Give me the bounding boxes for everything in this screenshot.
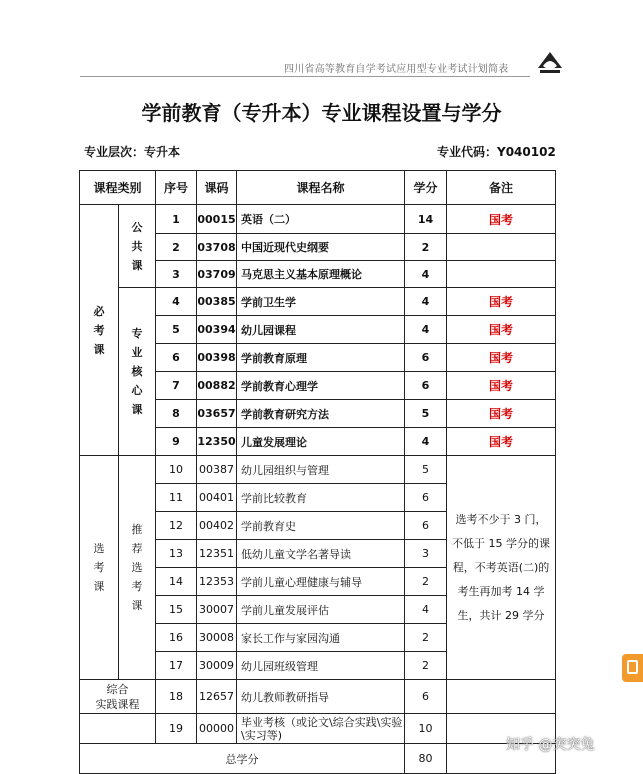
row-name: 学前儿童发展评估	[237, 596, 405, 624]
row-no: 8	[156, 400, 197, 428]
row-name: 学前卫生学	[237, 288, 405, 316]
row-code: 30009	[197, 652, 237, 680]
row-note: 国考	[447, 288, 556, 316]
row-code: 03709	[197, 261, 237, 288]
table-row	[80, 288, 556, 316]
row-name: 家长工作与家园沟通	[237, 624, 405, 652]
table-row	[80, 714, 556, 744]
col-header-code: 课码	[197, 171, 237, 205]
row-credit: 4	[405, 316, 447, 344]
row-code: 30008	[197, 624, 237, 652]
row-note	[447, 680, 556, 714]
row-code: 00402	[197, 512, 237, 540]
row-name: 学前教育研究方法	[237, 400, 405, 428]
row-no: 9	[156, 428, 197, 456]
row-no: 18	[156, 680, 197, 714]
row-no: 16	[156, 624, 197, 652]
row-no: 17	[156, 652, 197, 680]
row-no: 19	[156, 714, 197, 744]
publisher-logo-icon	[534, 46, 566, 78]
row-no: 13	[156, 540, 197, 568]
row-credit: 4	[405, 596, 447, 624]
category-required: 必 考 课	[80, 205, 119, 456]
row-no: 6	[156, 344, 197, 372]
major-level: 专业层次：专升本	[84, 145, 181, 159]
row-note: 国考	[447, 428, 556, 456]
row-code: 00401	[197, 484, 237, 512]
category-public: 公 共 课	[119, 205, 156, 288]
table-row	[80, 680, 556, 714]
row-code: 03708	[197, 234, 237, 261]
total-label: 总学分	[80, 744, 405, 774]
row-code: 00000	[197, 714, 237, 744]
row-name: 幼儿园课程	[237, 316, 405, 344]
col-header-note: 备注	[447, 171, 556, 205]
row-no: 14	[156, 568, 197, 596]
row-credit: 4	[405, 261, 447, 288]
row-no: 2	[156, 234, 197, 261]
row-code: 00394	[197, 316, 237, 344]
row-credit: 4	[405, 288, 447, 316]
category-blank	[80, 714, 156, 744]
row-credit: 6	[405, 680, 447, 714]
row-name: 低幼儿童文学名著导读	[237, 540, 405, 568]
source-header: 四川省高等教育自学考试应用型专业考试计划简表	[284, 64, 509, 75]
col-header-credit: 学分	[405, 171, 447, 205]
row-credit: 5	[405, 456, 447, 484]
row-name: 幼儿教师教研指导	[237, 680, 405, 714]
row-code: 12353	[197, 568, 237, 596]
row-note: 国考	[447, 400, 556, 428]
side-share-icon[interactable]	[622, 654, 643, 682]
row-name: 学前儿童心理健康与辅导	[237, 568, 405, 596]
row-name: 幼儿园班级管理	[237, 652, 405, 680]
table-row	[80, 205, 556, 234]
row-code: 00385	[197, 288, 237, 316]
category-elective: 选 考 课	[80, 456, 119, 680]
row-credit: 2	[405, 568, 447, 596]
page-title: 学前教育（专升本）专业课程设置与学分	[141, 101, 502, 125]
row-code: 12351	[197, 540, 237, 568]
total-value: 80	[405, 744, 447, 774]
row-code: 12657	[197, 680, 237, 714]
row-code: 30007	[197, 596, 237, 624]
watermark: 知乎 @突突兔	[506, 737, 595, 753]
row-name: 中国近现代史纲要	[237, 234, 405, 261]
table-row	[80, 456, 556, 484]
row-no: 15	[156, 596, 197, 624]
col-header-name: 课程名称	[237, 171, 405, 205]
row-credit: 10	[405, 714, 447, 744]
category-core: 专 业 核 心 课	[119, 288, 156, 456]
row-credit: 5	[405, 400, 447, 428]
major-code: 专业代码：Y040102	[437, 145, 556, 159]
total-row	[80, 744, 556, 774]
row-credit: 6	[405, 372, 447, 400]
row-note: 国考	[447, 316, 556, 344]
row-no: 12	[156, 512, 197, 540]
col-header-no: 序号	[156, 171, 197, 205]
row-name: 英语（二）	[237, 205, 405, 234]
row-credit: 6	[405, 344, 447, 372]
row-credit: 2	[405, 234, 447, 261]
row-no: 3	[156, 261, 197, 288]
row-no: 1	[156, 205, 197, 234]
row-note: 国考	[447, 372, 556, 400]
row-note: 国考	[447, 344, 556, 372]
row-code: 12350	[197, 428, 237, 456]
row-code: 00015	[197, 205, 237, 234]
col-header-category: 课程类别	[80, 171, 156, 205]
row-credit: 2	[405, 652, 447, 680]
category-practice: 综合 实践课程	[80, 680, 156, 714]
row-credit: 3	[405, 540, 447, 568]
row-note	[447, 261, 556, 288]
elective-note: 选考不少于 3 门，不低于 15 学分的课程，不考英语(二)的考生再加考 14 学生，共计 29 学分	[447, 456, 556, 680]
row-name: 幼儿园组织与管理	[237, 456, 405, 484]
row-credit: 4	[405, 428, 447, 456]
row-name: 学前比较教育	[237, 484, 405, 512]
row-code: 00387	[197, 456, 237, 484]
row-no: 7	[156, 372, 197, 400]
header-rule	[80, 76, 530, 77]
row-code: 03657	[197, 400, 237, 428]
row-name: 毕业考核（或论文\综合实践\实验\实习等)	[237, 714, 405, 744]
row-code: 00398	[197, 344, 237, 372]
course-table	[79, 170, 556, 774]
row-name: 儿童发展理论	[237, 428, 405, 456]
row-credit: 2	[405, 624, 447, 652]
row-note	[447, 234, 556, 261]
row-credit: 14	[405, 205, 447, 234]
row-name: 学前教育心理学	[237, 372, 405, 400]
row-no: 11	[156, 484, 197, 512]
row-no: 4	[156, 288, 197, 316]
row-name: 学前教育史	[237, 512, 405, 540]
row-note: 国考	[447, 205, 556, 234]
row-name: 学前教育原理	[237, 344, 405, 372]
row-no: 5	[156, 316, 197, 344]
row-no: 10	[156, 456, 197, 484]
table-header-row	[80, 171, 556, 205]
row-credit: 6	[405, 484, 447, 512]
category-recommended: 推 荐 选 考 课	[119, 456, 156, 680]
row-code: 00882	[197, 372, 237, 400]
row-name: 马克思主义基本原理概论	[237, 261, 405, 288]
row-credit: 6	[405, 512, 447, 540]
